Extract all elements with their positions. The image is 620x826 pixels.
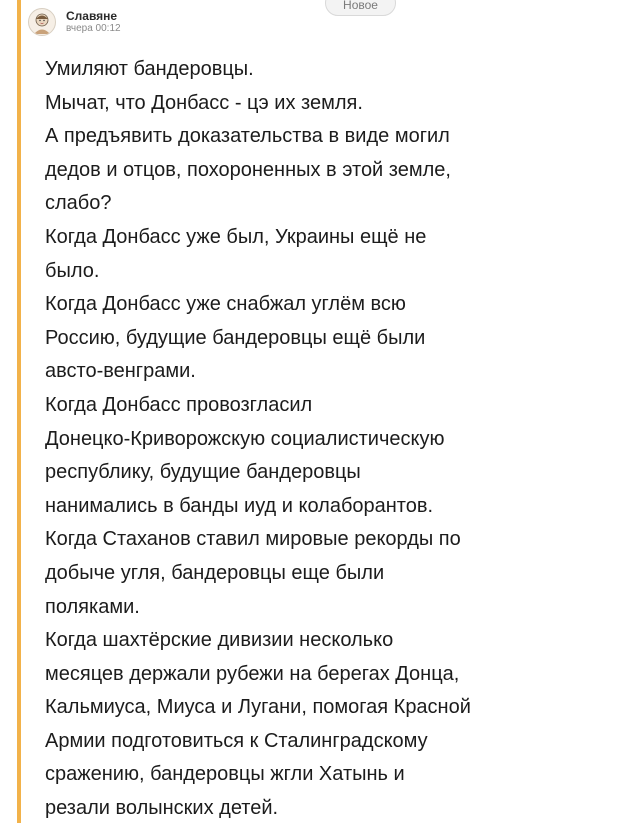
- post-text-line: Мычат, что Донбасс - цэ их земля.: [45, 91, 363, 114]
- author-name[interactable]: Славяне: [66, 9, 118, 23]
- post-text-line: слабо?: [45, 192, 112, 215]
- post-text-line: А предъявить доказательства в виде могил: [45, 125, 450, 148]
- post-text-line: Умиляют бандеровцы.: [45, 58, 254, 80]
- post-text-line: австо-венграми.: [45, 360, 196, 383]
- new-posts-badge[interactable]: Новое: [325, 0, 396, 16]
- post-header: [28, 5, 121, 39]
- post-text-line: нанимались в банды иуд и колаборантов.: [45, 494, 434, 517]
- avatar[interactable]: [28, 8, 56, 36]
- post-text-line: Кальмиуса, Миуса и Лугани, помогая Красной: [45, 696, 471, 719]
- post-text-line: поляками.: [45, 595, 140, 618]
- author-block: [66, 9, 121, 35]
- user-avatar-icon: [30, 10, 54, 34]
- post-text: [45, 53, 605, 826]
- post-text-line: республику, будущие бандеровцы: [45, 461, 361, 484]
- post-accent-bar: [17, 0, 21, 823]
- post-text-line: Россию, будущие бандеровцы ещё были: [45, 326, 426, 349]
- post-text-line: Когда Донбасс уже снабжал углём всю: [45, 293, 406, 316]
- post-text-line: месяцев держали рубежи на берегах Донца,: [45, 662, 460, 685]
- post-text-line: Когда Стаханов ставил мировые рекорды по: [45, 528, 461, 551]
- post-text-line: резали волынских детей.: [45, 797, 279, 820]
- post-text-line: Когда Донбасс уже был, Украины ещё не: [45, 225, 427, 248]
- post-text-line: Донецко-Криворожскую социалистическую: [45, 427, 445, 450]
- post-text-line: Когда шахтёрские дивизии несколько: [45, 629, 394, 652]
- post-text-line: добыче угля, бандеровцы еще были: [45, 561, 385, 584]
- post-text-line: сражению, бандеровцы жгли Хатынь и: [45, 763, 405, 786]
- post-time: вчера 00:12: [66, 23, 121, 34]
- post-text-line: было.: [45, 259, 100, 282]
- post-text-line: Когда Донбасс провозгласил: [45, 393, 313, 416]
- post-text-line: дедов и отцов, похороненных в этой земле,: [45, 158, 451, 181]
- post-text-line: Армии подготовиться к Сталинградскому: [45, 729, 428, 752]
